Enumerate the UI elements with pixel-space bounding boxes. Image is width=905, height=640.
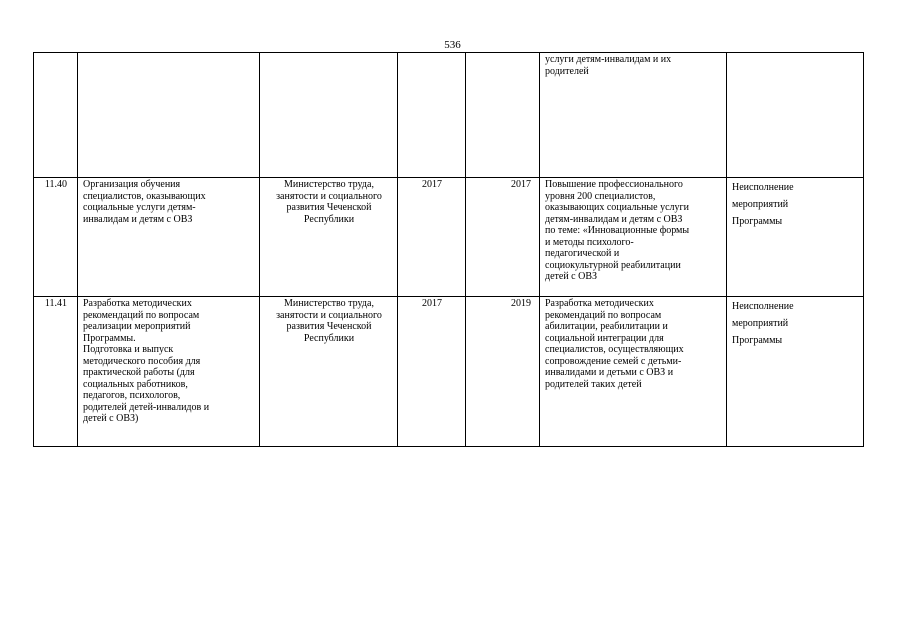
- cell-result: услуги детям-инвалидам и их родителей: [540, 53, 727, 178]
- cell-risk: Неисполнение мероприятий Программы: [727, 297, 864, 447]
- table-row-continuation: [34, 53, 864, 178]
- program-measures-table: [33, 52, 864, 447]
- cell-number: [34, 53, 78, 178]
- cell-executor: Министерство труда, занятости и социального развития Чеченской Республики: [260, 178, 398, 297]
- cell-start-year: 2017: [398, 297, 466, 447]
- cell-start-year: [398, 53, 466, 178]
- cell-executor: Министерство труда, занятости и социального развития Чеченской Республики: [260, 297, 398, 447]
- table-row-11-41: [34, 297, 864, 447]
- cell-number: 11.40: [34, 178, 78, 297]
- cell-risk: Неисполнение мероприятий Программы: [727, 178, 864, 297]
- page-number: 536: [444, 39, 461, 51]
- cell-result: Повышение профессионального уровня 200 специалистов, оказывающих социальные услуги детям-инвалидам и детям с ОВЗ по теме: «Инновационные формы и методы психолого- педагогической и социокультурной реабилитации детей с ОВЗ: [540, 178, 727, 297]
- cell-measure: Разработка методических рекомендаций по вопросам реализации мероприятий Программы. Подготовка и выпуск методического пособия для практической работы (для социальных работников, педагогов, психологов, родителей детей-инвалидов и детей с ОВЗ): [78, 297, 260, 447]
- cell-executor: [260, 53, 398, 178]
- cell-measure: [78, 53, 260, 178]
- cell-end-year: [466, 53, 540, 178]
- cell-start-year: 2017: [398, 178, 466, 297]
- cell-end-year: 2017: [466, 178, 540, 297]
- cell-risk: [727, 53, 864, 178]
- cell-result: Разработка методических рекомендаций по вопросам абилитации, реабилитации и социальной интеграции для специалистов, осуществляющих сопровождение семей с детьми- инвалидами и детьми с ОВЗ и родителей таких детей: [540, 297, 727, 447]
- cell-measure: Организация обучения специалистов, оказывающих социальные услуги детям- инвалидам и детям с ОВЗ: [78, 178, 260, 297]
- table-row-11-40: [34, 178, 864, 297]
- cell-number: 11.41: [34, 297, 78, 447]
- cell-end-year: 2019: [466, 297, 540, 447]
